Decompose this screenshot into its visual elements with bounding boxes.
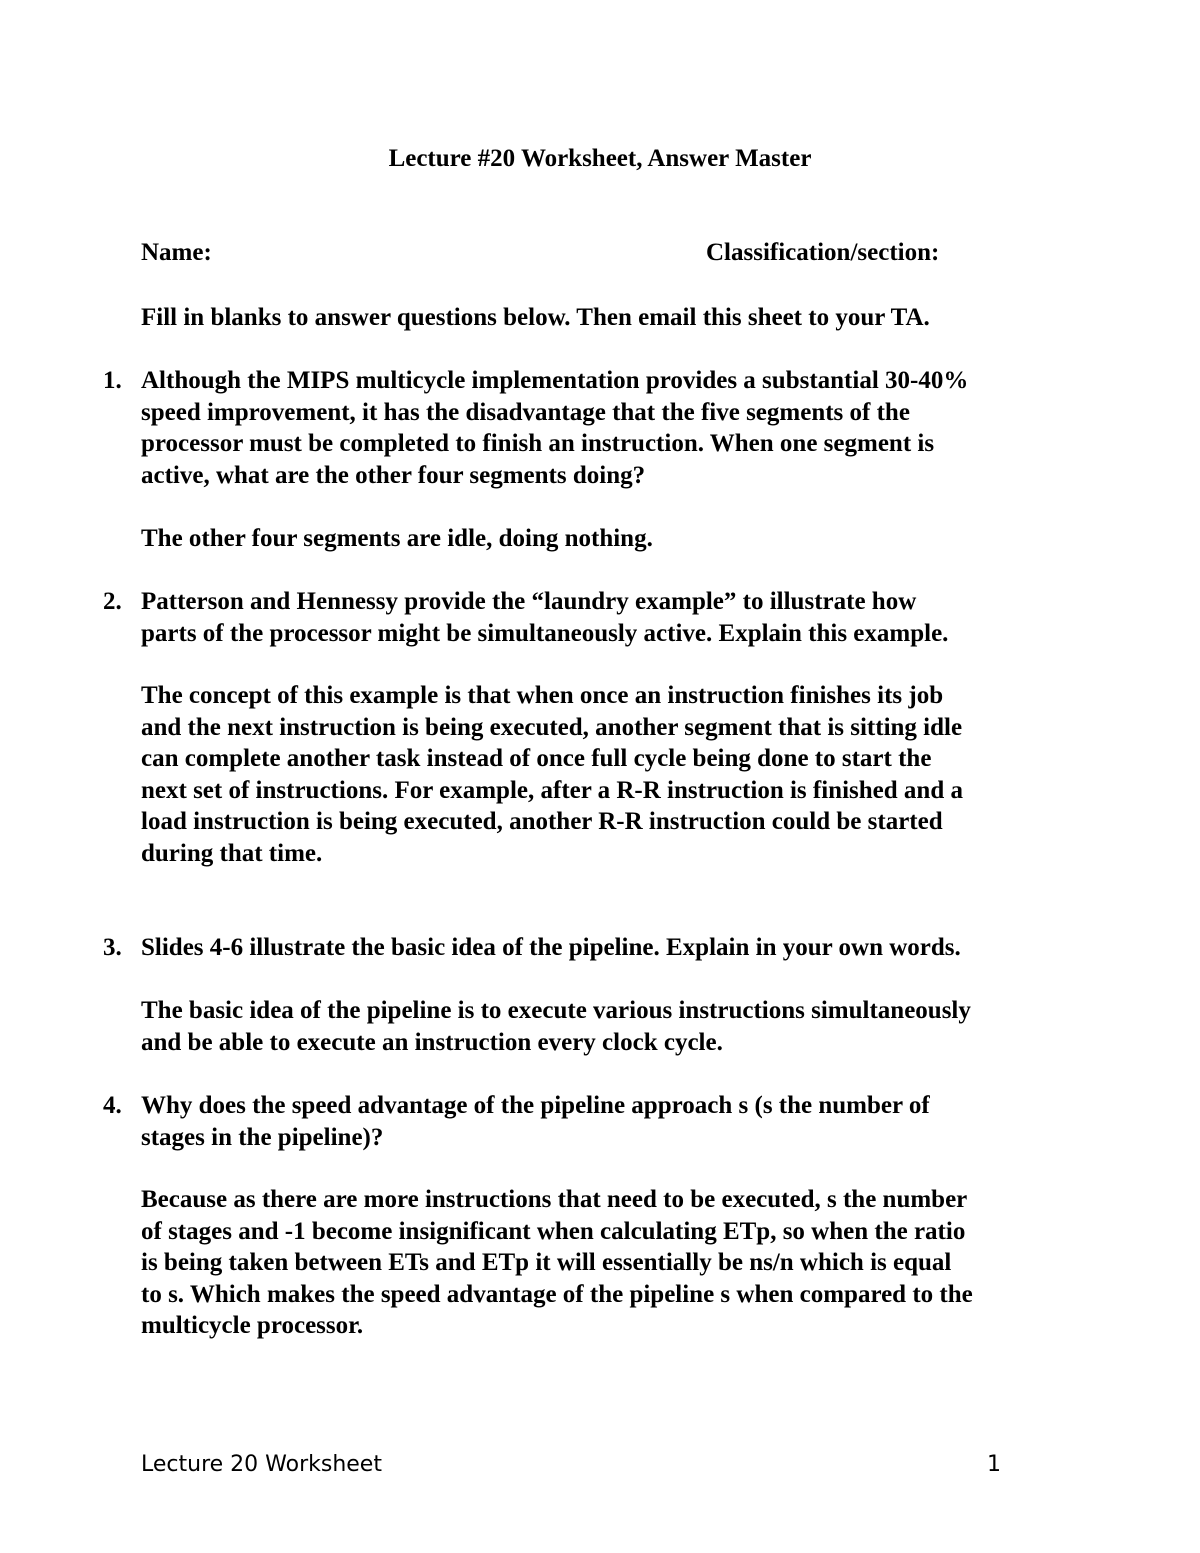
question-number: 3. xyxy=(103,934,122,961)
question-number: 2. xyxy=(103,588,122,615)
instructions-text: Fill in blanks to answer questions below. Then email this sheet to your TA. xyxy=(141,304,930,331)
question-number: 1. xyxy=(103,367,122,394)
answer-text: The concept of this example is that when once an instruction finishes its job and the next instruction is being executed, another segment that is sitting idle can complete another task instead of once full cycle being done to start the next set of instructions. For example, after a R-R instruction is finished and a load instruction is being executed, another R-R instruction could be started during that time. xyxy=(141,682,963,867)
classification-label: Classification/section: xyxy=(706,239,940,266)
page-number: 1 xyxy=(987,1452,1001,1477)
name-label: Name: xyxy=(141,239,212,266)
footer-title: Lecture 20 Worksheet xyxy=(141,1452,382,1477)
page-title: Lecture #20 Worksheet, Answer Master xyxy=(388,145,812,172)
question-text: Slides 4-6 illustrate the basic idea of the pipeline. Explain in your own words. xyxy=(141,934,961,961)
question-text: Why does the speed advantage of the pipeline approach s (s the number of stages in the pipeline)? xyxy=(141,1092,930,1151)
question-number: 4. xyxy=(103,1092,122,1119)
question-text: Patterson and Hennessy provide the “laundry example” to illustrate how parts of the processor might be simultaneously active. Explain this example. xyxy=(141,588,949,647)
answer-text: The other four segments are idle, doing nothing. xyxy=(141,525,653,552)
answer-text: Because as there are more instructions that need to be executed, s the number of stages and -1 become insignificant when calculating ETp, so when the ratio is being taken between ETs and ETp it will essentially be ns/n which is equal to s. Which makes the speed advantage of the pipeline s when compared to the multicycle processor. xyxy=(141,1186,973,1339)
question-text: Although the MIPS multicycle implementation provides a substantial 30-40% speed improvement, it has the disadvantage that the five segments of the processor must be completed to finish an instruction. When one segment is active, what are the other four segments doing? xyxy=(141,367,969,489)
answer-text: The basic idea of the pipeline is to execute various instructions simultaneously and be able to execute an instruction every clock cycle. xyxy=(141,997,971,1056)
